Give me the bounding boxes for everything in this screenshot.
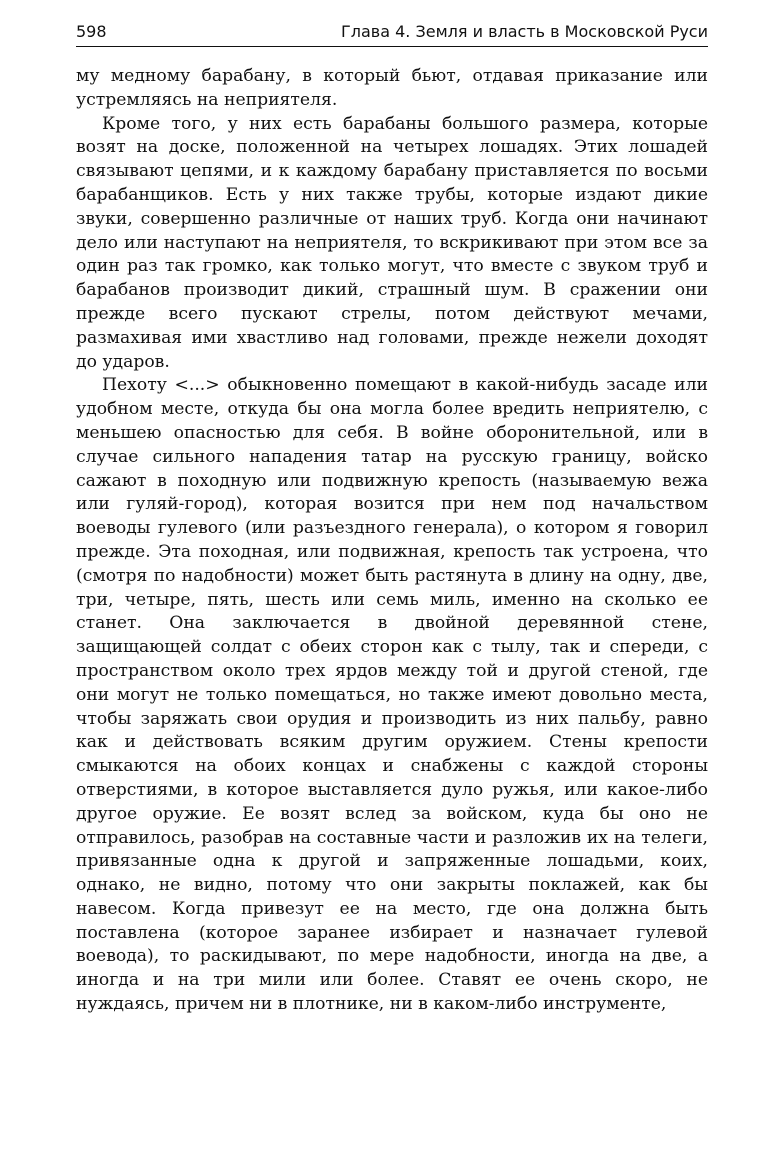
- paragraph-infantry-fortress: Пехоту <...> обыкновенно помещают в какой-нибудь засаде или удобном месте, откуда бы она могла более вредить неприятелю, с меньшею опасностью для себя. В войне оборонительной, или в случае сильного нападения татар на русскую границу, войско сажают в походную или подвижную крепость (называемую вежа или гуляй-город), которая возится при нем под начальством воеводы гулевого (или разъездного генерала), о котором я говорил прежде. Эта походная, или подвижная, крепость так устроена, что (смотря по надобности) может быть растянута в длину на одну, две, три, четыре, пять, шесть или семь миль, именно на сколько ее станет. Она заключается в двойной деревянной стене, защищающей солдат с обеих сторон как с тылу, так и спереди, с пространством около трех ярдов между той и другой стеной, где они могут не только помещаться, но также имеют довольно места, чтобы заряжать свои орудия и производить из них пальбу, равно как и действовать всяким другим оружием. Стены крепости смыкаются на обоих концах и снабжены с каждой стороны отверстиями, в которое выставляется дуло ружья, или какое-либо другое оружие. Ее возят вслед за войском, куда бы оно не отправилось, разобрав на составные части и разложив их на телеги, привязанные одна к другой и запряженные лошадьми, коих, однако, не видно, потому что они закрыты поклажей, как бы навесом. Когда привезут ее на место, где она должна быть поставлена (которое заранее избирает и назначает гулевой воевода), то раскидывают, по мере надобности, иногда на две, а иногда и на три мили или более. Ставят ее очень скоро, не нуждаясь, причем ни в плотнике, ни в каком-либо инструменте,: [76, 375, 708, 1015]
- chapter-running-title: Глава 4. Земля и власть в Московской Руси: [341, 22, 708, 41]
- paragraph-continued: му медному барабану, в который бьют, отдавая приказание или устремляясь на неприятеля.: [76, 66, 708, 110]
- paragraph-drums: Кроме того, у них есть барабаны большого размера, которые возят на доске, положенной на четырех лошадях. Этих лошадей связывают цепями, и к каждому барабану приставляется по восьми барабанщиков. Есть у них также трубы, которые издают дикие звуки, совершенно различные от наших труб. Когда они начинают дело или наступают на неприятеля, то вскрикивают при этом все за один раз так громко, как только могут, что вместе с звуком труб и барабанов производит дикий, страшный шум. В сражении они прежде всего пускают стрелы, потом действуют мечами, размахивая ими хвастливо над головами, прежде нежели доходят до ударов.: [76, 113, 708, 372]
- page-number: 598: [76, 22, 107, 41]
- body-text: [76, 65, 708, 1017]
- running-header: [76, 18, 708, 47]
- book-page: [76, 18, 708, 1017]
